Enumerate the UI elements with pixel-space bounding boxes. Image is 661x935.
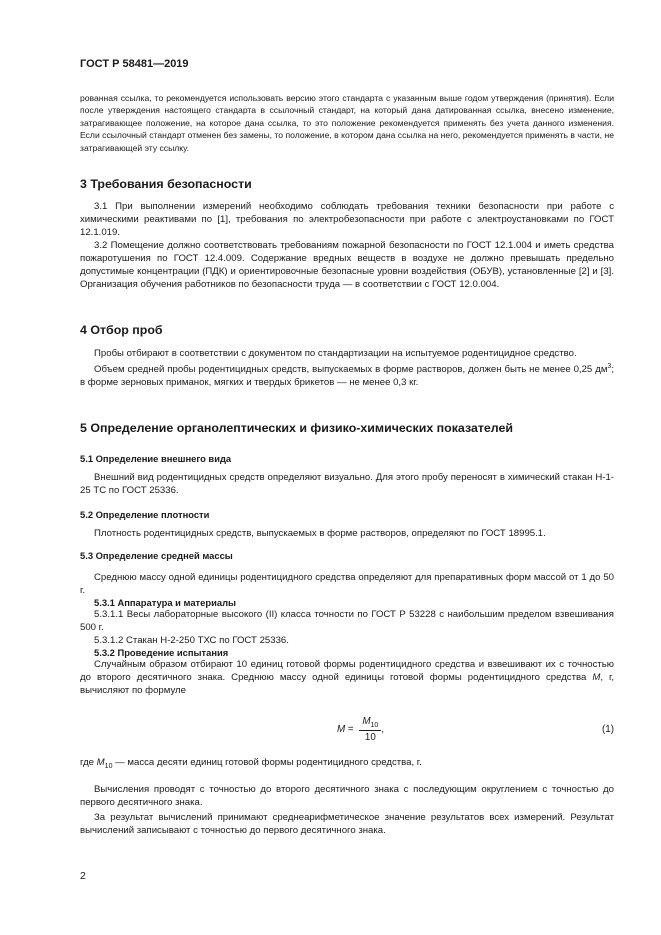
subsection-5-3-2-paragraph xyxy=(80,658,614,697)
formula-denominator: 10 xyxy=(364,731,376,743)
section-4-paragraph-2 xyxy=(80,360,614,389)
clause-3-2: 3.2 Помещение должно соответствовать требованиям пожарной безопасности по ГОСТ 12.1.004 и иметь средства пожаротушения по ГОСТ 12.4.009. Содержание вредных веществ в воздухе не должно превышать предельно допустимые концентрации (ПДК) и ориентировочные безопасные уровни воздействия (ОБУВ), установленные [2] и [3]. Организация обучения работников по безопасности труда — в соответствии с ГОСТ 12.0.004. xyxy=(80,240,614,290)
formula-numerator-var: М xyxy=(362,716,371,727)
formula-equals: = xyxy=(345,724,357,736)
mass-text: ; в форме зерновых приманок, мягких и твердых брикетов — не менее 0,3 кг. xyxy=(80,364,614,389)
subsection-5-1-body xyxy=(80,471,614,497)
procedure-text: Случайным образом отбирают 10 единиц готовой формы родентицидного средства и взвешивают их с точностью до второго десятичного знака. Среднюю массу одной единицы готовой формы родентицидного средства xyxy=(80,659,614,683)
section-4 xyxy=(80,323,614,337)
subsection-5-1 xyxy=(80,453,614,464)
subsection-5-3-title: 5.3 Определение средней массы xyxy=(80,550,233,561)
formula-1 xyxy=(80,716,614,746)
subsection-5-2-paragraph: Плотность родентицидных средств, выпускаемых в форме растворов, определяют по ГОСТ 18995.1. xyxy=(94,528,546,539)
section-5 xyxy=(80,421,614,435)
intro-block xyxy=(80,92,614,154)
clause-5-3-1-1: 5.3.1.1 Весы лабораторные высокого (II) класса точности по ГОСТ Р 53228 с наибольшим пределом взвешивания 500 г. xyxy=(80,609,614,633)
formula-numerator-sub: 10 xyxy=(370,721,379,729)
formula-expression xyxy=(337,716,384,743)
subsection-5-3-body xyxy=(80,571,614,697)
section-4-title: 4 Отбор проб xyxy=(80,323,163,337)
mass-variable: М xyxy=(592,672,601,683)
subsection-5-2 xyxy=(80,509,614,520)
where-paragraph xyxy=(80,756,614,773)
calc-block xyxy=(80,783,614,837)
section-4-paragraph-1: Пробы отбирают в соответствии с документом по стандартизации на испытуемое родентицидное средство. xyxy=(94,348,577,359)
clause-5-3-1-2: 5.3.1.2 Стакан Н-2-250 ТХС по ГОСТ 25336. xyxy=(94,635,289,646)
volume-text: Объем средней пробы родентицидных средств, выпускаемых в форме растворов, должен быть не менее 0,25 дм xyxy=(94,364,608,376)
subsection-5-3-2-title: 5.3.2 Проведение испытания xyxy=(94,647,229,658)
calc-paragraph-1: Вычисления проводят с точностью до второго десятичного знака с последующим округлением с точностью до первого десятичного знака. xyxy=(80,784,614,808)
document-header: ГОСТ Р 58481—2019 xyxy=(80,58,189,70)
section-3 xyxy=(80,177,614,191)
subsection-5-3-paragraph: Среднюю массу одной единицы родентицидного средства определяют для препаративных форм массой от 1 до 50 г. xyxy=(80,572,614,596)
section-5-title: 5 Определение органолептических и физико-химических показателей xyxy=(80,421,514,435)
subsection-5-2-body xyxy=(80,527,614,540)
clause-3-1: 3.1 При выполнении измерений необходимо соблюдать требования техники безопасности при работе с химическими реактивами по [1], требования по электробезопасности при работе с электроустановками по ГОСТ 12.1.019. xyxy=(80,201,614,238)
page-number: 2 xyxy=(80,870,86,882)
formula-comma: , xyxy=(381,724,385,736)
formula-fraction xyxy=(359,716,381,743)
subsection-5-1-paragraph: Внешний вид родентицидных средств определяют визуально. Для этого пробу переносят в химический стакан Н-1-25 ТС по ГОСТ 25336. xyxy=(80,472,614,496)
subsection-5-1-title: 5.1 Определение внешнего вида xyxy=(80,453,232,464)
where-prefix: где xyxy=(80,757,97,768)
section-3-title: 3 Требования безопасности xyxy=(80,177,252,191)
section-3-body xyxy=(80,200,614,291)
subsection-5-3 xyxy=(80,550,614,561)
formula-number: (1) xyxy=(602,724,614,735)
formula-numerator xyxy=(359,716,381,731)
where-clause xyxy=(80,756,614,773)
where-subscript: 10 xyxy=(104,762,113,770)
intro-paragraph: рованная ссылка, то рекомендуется использовать версию этого стандарта с указанным выше годом утверждения (принятия). Если после утверждения настоящего стандарта в ссылочный стандарт, на который дана датированная ссылка, внесено изменение, затрагивающее положение, на которое дана ссылка, то это положение рекомендуется применять без учета данного изменения. Если ссылочный стандарт отменен без замены, то положение, в котором дана ссылка на него, рекомендуется применять в части, не затрагивающей эту ссылку. xyxy=(80,93,614,153)
calc-paragraph-2: За результат вычислений принимают среднеарифметическое значение результатов всех измерений. Результат вычислений записывают с точностью до первого десятичного знака. xyxy=(80,812,614,836)
formula-lhs: М xyxy=(337,724,346,736)
subsection-5-2-title: 5.2 Определение плотности xyxy=(80,509,210,520)
cubic-superscript: 3 xyxy=(607,363,612,370)
procedure-tail: , г, вычисляют по формуле xyxy=(80,672,614,696)
where-variable: М xyxy=(96,757,105,768)
subsection-5-3-1-title: 5.3.1 Аппаратура и материалы xyxy=(94,597,237,608)
section-4-body xyxy=(80,347,614,389)
where-text: — масса десяти единиц готовой формы родентицидного средства, г. xyxy=(112,757,422,768)
